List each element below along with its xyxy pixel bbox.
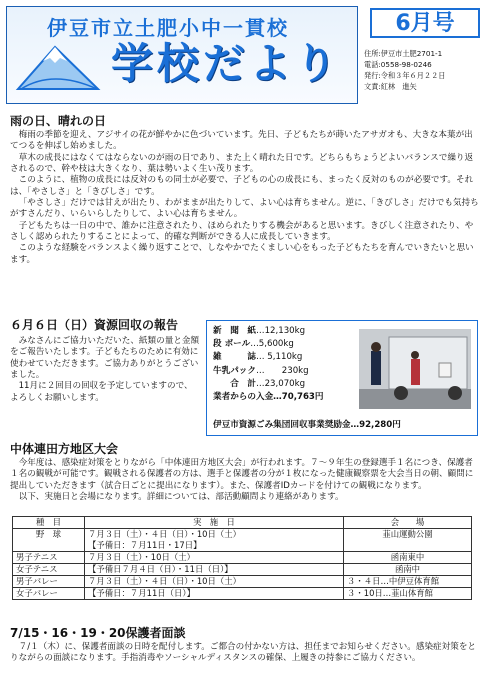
venue-cell: 函南東中 xyxy=(344,552,472,564)
article-title: 中体連田方地区大会 xyxy=(10,442,119,456)
record-value: … 5,110kg xyxy=(255,352,303,363)
article-rainy-sunny xyxy=(10,114,480,266)
event-cell: 男子バレー xyxy=(13,576,85,588)
phone: 0558-98-0246 xyxy=(380,60,432,69)
author: 紅林 進矢 xyxy=(380,82,417,91)
issue-meta xyxy=(364,48,446,92)
article-parent-meetings xyxy=(10,626,480,665)
issue-month: 6月号 xyxy=(370,8,480,38)
date-cell: ７月３日（土）・10日（土） xyxy=(85,552,344,564)
table-row xyxy=(13,588,472,600)
event-cell: 女子バレー xyxy=(13,588,85,600)
record-label: 合 計 xyxy=(213,378,256,389)
article-sports-meet xyxy=(10,442,480,503)
issued-label: 発行: xyxy=(364,71,381,80)
masthead xyxy=(6,6,484,104)
date-cell xyxy=(85,529,344,552)
truck-photo-icon xyxy=(359,329,471,409)
record-row xyxy=(213,325,324,338)
paragraph: みなさんにご協力いただいた、紙類の量と金額をご報告いたします。子どもたちのために有効に使わせていただきます。ご協力ありがとうございました。 xyxy=(10,336,200,381)
article-title: 7/15・16・19・20保護者面談 xyxy=(10,626,186,640)
paragraph: 草木の成長にはなくてはならないのが雨の日であり、また上く晴れた日です。どちらもちょうどよいバランスで繰り返されるので、幹や枝は大きくなり、葉は勢いよく生い茂ります。 xyxy=(10,152,474,174)
article-recycling-text xyxy=(10,336,200,404)
table-row xyxy=(13,564,472,576)
author-label: 文責: xyxy=(364,82,381,91)
event-cell: 女子テニス xyxy=(13,564,85,576)
table-row xyxy=(13,576,472,588)
recycling-photo xyxy=(359,329,471,409)
newsletter-title: 学校だより xyxy=(111,39,342,88)
paragraph: 以下、実施日と会場になります。詳細については、部活動顧問より連絡があります。 xyxy=(18,491,344,502)
income-row: 業者からの入金…70,763円 xyxy=(213,392,324,403)
article-title: ６月６日（日）資源回収の報告 xyxy=(10,318,179,332)
recycling-results-box xyxy=(206,320,478,436)
record-row xyxy=(213,351,324,364)
venue-cell: ３・10日…韮山体育館 xyxy=(344,588,472,600)
paragraph: ７/１（木）に、保護者面談の日時を配付します。ご都合の付かない方は、担任までお知らせください。感染症対策をとりながらの面談になります。手指消毒やソーシャルディスタンスの確保、上履きの持参にご協力ください。 xyxy=(10,641,477,664)
record-value: …12,130kg xyxy=(255,326,306,336)
venue-cell: ３・４日…中伊豆体育館 xyxy=(344,576,472,588)
record-label: 牛乳パック xyxy=(213,365,256,376)
record-value: … 230kg xyxy=(255,365,309,376)
address: 伊豆市土肥2701-1 xyxy=(380,49,443,58)
table-row xyxy=(13,552,472,564)
article-recycling-title xyxy=(10,318,206,334)
article-title: 雨の日、晴れの日 xyxy=(10,114,107,128)
phone-label: 電話: xyxy=(364,60,381,69)
subsidy-row: 伊豆市資源ごみ集団回収事業奨励金…92,280円 xyxy=(213,419,401,430)
school-name: 伊豆市立土肥小中一貫校 xyxy=(47,16,289,40)
record-label: 雑 誌 xyxy=(213,352,256,363)
date-cell: 【予備日７月４日（日）・11日（日）】 xyxy=(85,564,344,576)
reserve-text: 【予備日：７月11日・17日】 xyxy=(88,540,202,550)
paragraph: 11月に２回目の回収を予定していますので、よろしくお願いします。 xyxy=(10,381,193,403)
paragraph: 梅雨の季節を迎え、アジサイの花が鮮やかに色づいています。先日、子どもたちが蒔いたアサガオも、大きな本葉が出てつるを伸ばし始めました。 xyxy=(10,129,473,152)
schedule-table xyxy=(12,516,472,600)
issued-date: 令和３年６月２２日 xyxy=(380,71,446,80)
record-label: 段 ボール xyxy=(213,339,251,350)
paragraph: 子どもたちは一日の中で、誰かに注意されたり、ほめられたりする機会があると思います。きびしく注意されたり、やさしく認められたりすることによって、的確な判断ができる人に成長していきます。 xyxy=(10,220,474,242)
date-text: ７月３日（土）・４日（日）・10日（土） xyxy=(88,529,242,539)
record-row xyxy=(213,365,324,378)
table-row xyxy=(13,529,472,552)
header-event: 種 目 xyxy=(13,517,85,529)
paragraph: 「やさしさ」だけでは甘えが出たり、わがままが出たりして、よい心は育ちません。逆に、「きびしさ」だけでも気持ちがすさんだり、いらいらしたりして、よい心は育ちません。 xyxy=(10,197,479,220)
issue-panel xyxy=(360,6,484,104)
record-label: 新 聞 紙 xyxy=(213,326,256,336)
mountain-logo-icon xyxy=(13,39,103,95)
title-banner xyxy=(6,6,358,104)
event-cell: 野 球 xyxy=(13,529,85,552)
table-header-row xyxy=(13,517,472,529)
event-cell: 男子テニス xyxy=(13,552,85,564)
venue-cell: 韮山運動公園 xyxy=(344,529,472,552)
record-row xyxy=(213,338,324,351)
paragraph: このような経験をバランスよく繰り返すことで、しなやかでたくましい心をもった子どもたちを育んでいきたいと思います。 xyxy=(10,243,474,265)
venue-cell: 函南中 xyxy=(344,564,472,576)
header-date: 実 施 日 xyxy=(85,517,344,529)
header-venue: 会 場 xyxy=(344,517,472,529)
date-cell: ７月３日（土）・４日（日）・10日（土） xyxy=(85,576,344,588)
record-value: …23,070kg xyxy=(255,378,306,389)
recycling-records xyxy=(213,325,324,404)
record-value: …5,600kg xyxy=(250,339,294,350)
paragraph: 今年度は、感染症対策をとりながら「中体連田方地区大会」が行われます。７～９年生の登録選手１名につき、保護者１名の観戦が可能です。観戦される保護者の方は、選手と保護者の分が１枚になった健康観察票を大会当日の朝、顧問に提出していただきます（試合日ごとに提出になります）。また、保護者IDカードを付けての観戦になります。 xyxy=(10,457,474,491)
paragraph: このように、植物の成長には反対のもの同士が必要で、子どもの心の成長にも、まったく反対のものが必要です。それは、「やさしさ」と「きびしさ」です。 xyxy=(10,175,474,197)
address-label: 住所: xyxy=(364,49,381,58)
record-row xyxy=(213,378,324,391)
date-cell: 【予備日：７月11日（日）】 xyxy=(85,588,344,600)
